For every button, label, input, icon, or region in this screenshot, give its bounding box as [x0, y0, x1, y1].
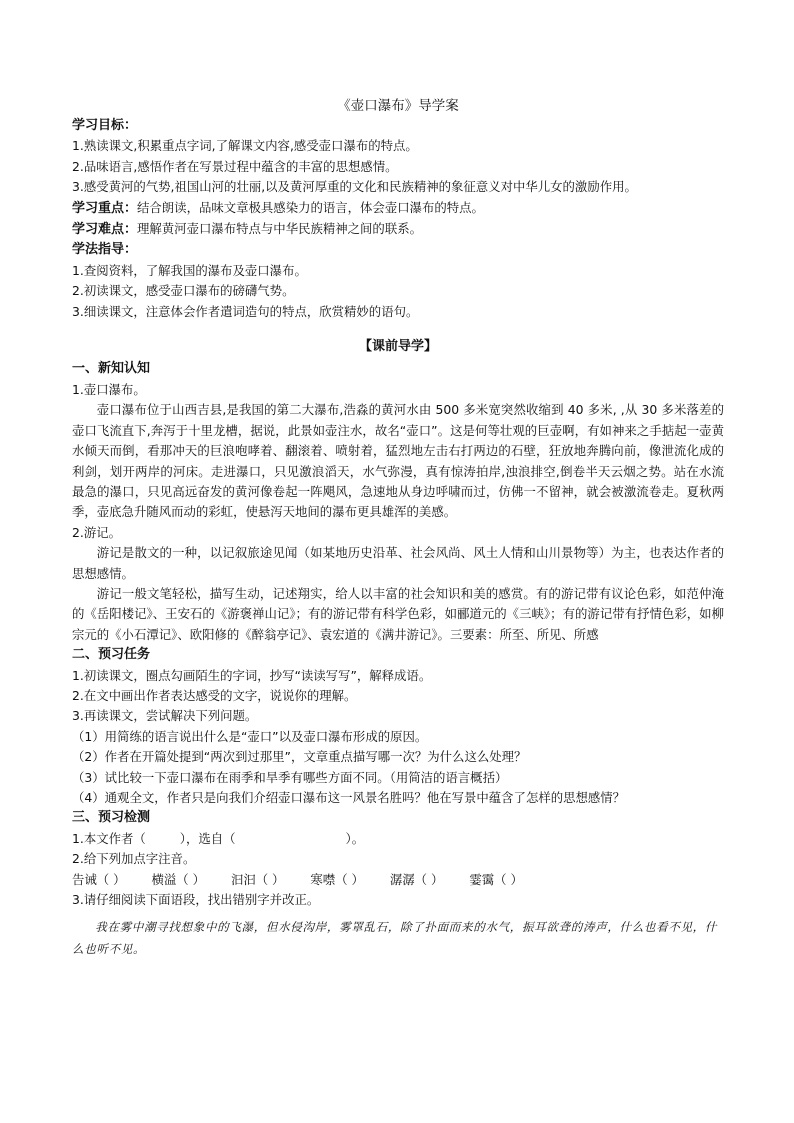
- pron-blank[interactable]: （ ）: [335, 871, 364, 887]
- task-item: （1）用简练的语言说出什么是“壶口”以及壶口瀑布形成的原因。: [72, 728, 428, 744]
- task-item: 3.再读课文，尝试解决下列问题。: [72, 708, 258, 724]
- question-pronunciation: 2.给下列加点字注音。: [72, 851, 196, 867]
- item1-title: 1.壶口瀑布。: [72, 381, 146, 397]
- task-item: （4）通观全文，作者只是向我们介绍壶口瀑布这一风景名胜吗？他在写景中蕴含了怎样的思想感情？: [72, 790, 626, 805]
- pron-blank[interactable]: （ ）: [176, 871, 205, 887]
- pronunciation-row: [72, 870, 724, 890]
- focus-label: 学习重点：: [72, 200, 138, 216]
- q1-part-b: ），选自（: [179, 830, 236, 846]
- check-heading: 三、预习检测: [72, 810, 151, 826]
- pron-blank[interactable]: （ ）: [255, 871, 285, 887]
- pron-item: [310, 872, 364, 887]
- pron-blank[interactable]: （ ）: [96, 871, 126, 887]
- pron-blank[interactable]: （ ）: [414, 871, 444, 887]
- hukou-waterfall-paragraph: 壶口瀑布位于山西吉县,是我国的第二大瀑布,浩淼的黄河水由 500 多米宽突然收缩到 40 多米, ,从 30 多米落差的壶口飞流直下,奔泻于十里龙槽，据说，此景如壶注水，故名“壶口”。这是何等壮观的巨壶啊，有如神来之手掂起一壶黄水倾天而倒，看那冲天的巨浪咆哮着、翻滚着、喷射着，猛烈地左击右打两边的石壁，狂放地奔腾向前，像泄流化成的利剑，划开两岸的河床。走进瀑口，只见激浪滔天，水气弥漫，真有惊涛拍岸,浊浪排空,倒卷半天云烟之势。站在水流最急的瀑口，只见高远奋发的黄河像卷起一阵飓风，急速地从身边呼啸而过，仿佛一不留神，就会被激流卷走。夏秋两季，壶底急升随风而动的彩虹，使悬泻天地间的瀑布更具雄浑的美感。: [72, 402, 724, 520]
- q1-part-a: 1.本文作者（: [72, 830, 146, 846]
- task-item: 1.初读课文，圈点勾画陌生的字词，抄写“读读写写”，解释成语。: [72, 667, 432, 683]
- tasks-heading: 二、预习任务: [72, 647, 151, 663]
- task-item: （2）作者在开篇处提到“两次到过那里”，文章重点描写哪一次？为什么这么处理？: [72, 749, 527, 765]
- focus-line: [72, 198, 724, 219]
- page-title: 《壶口瀑布》导学案: [337, 98, 459, 114]
- preview-section-title: 【课前导学】: [358, 339, 437, 355]
- method-item: 1.查阅资料，了解我国的瀑布及壶口瀑布。: [72, 262, 307, 278]
- travelogue-paragraph-2: 游记一般文笔轻松，描写生动，记述翔实，给人以丰富的社会知识和美的感赏。有的游记带有议论色彩，如范仲淹的《岳阳楼记》、王安石的《游褒禅山记》；有的游记带有科学色彩，如郦道元的《三峡》；有的游记带有抒情色彩，如柳宗元的《小石潭记》、欧阳修的《醉翁亭记》、袁宏道的《满井游记》。三要素：所至、所见、所感: [72, 585, 724, 642]
- question-typo: 3.请仔细阅读下面语段，找出错别字并改正。: [72, 892, 320, 908]
- difficulty-line: [72, 219, 724, 240]
- pron-word: 寒噤: [310, 871, 336, 887]
- focus-text: 结合朗读，品味文章极具感染力的语言，体会壶口瀑布的特点。: [137, 199, 484, 215]
- pron-word: 横溢: [151, 871, 177, 887]
- travelogue-paragraph-1: 游记是散文的一种，以记叙旅途见闻（如某地历史沿革、社会风尚、风土人情和山川景物等）为主，也表达作者的思想感情。: [72, 545, 724, 581]
- method-heading: 学法指导：: [72, 242, 138, 258]
- difficulty-label: 学习难点：: [72, 222, 138, 238]
- document-page: [72, 96, 724, 960]
- pron-item: [231, 872, 285, 887]
- pron-word: 告诫: [72, 871, 97, 887]
- task-item: （3）试比较一下壶口瀑布在雨季和旱季有哪些方面不同。（用简洁的语言概括）: [72, 769, 508, 785]
- pron-item: [72, 872, 126, 887]
- item2-title: 2.游记。: [72, 524, 121, 540]
- pron-blank[interactable]: （ ）: [494, 871, 523, 887]
- objectives-heading: 学习目标：: [72, 118, 138, 133]
- pron-item: [151, 872, 205, 887]
- pron-word: 汩汩: [230, 871, 256, 887]
- pron-word: 潺潺: [389, 871, 415, 887]
- method-item: 3.细读课文，注意体会作者遣词造句的特点，欣赏精妙的语句。: [72, 303, 419, 319]
- objective-item: 2.品味语言,感悟作者在写景过程中蕴含的丰富的思想感情。: [72, 158, 398, 174]
- pron-item: [469, 872, 523, 887]
- method-item: 2.初读课文，感受壶口瀑布的磅礴气势。: [72, 283, 295, 299]
- pron-word: 霎霭: [469, 871, 495, 887]
- task-item: 2.在文中画出作者表达感受的文字，说说你的理解。: [72, 687, 357, 703]
- objective-item: 1.熟读课文,积累重点字词,了解课文内容,感受壶口瀑布的特点。: [72, 138, 418, 154]
- typo-passage: 我在雾中潮寻找想象中的飞瀑，但水侵沟岸，雾罩乱石，除了扑面而来的水气，振耳欲聋的涛声，什么也看不见，什么也听不见。: [72, 920, 718, 957]
- difficulty-text: 理解黄河壶口瀑布特点与中华民族精神之间的联系。: [137, 221, 422, 237]
- new-knowledge-heading: 一、新知认知: [72, 361, 151, 377]
- objective-item: 3.感受黄河的气势,祖国山河的壮丽,以及黄河厚重的文化和民族精神的象征意义对中华儿女的激励作用。: [72, 179, 637, 195]
- question-author-source: [72, 829, 724, 849]
- pron-item: [390, 872, 444, 887]
- q1-part-c: ）。: [345, 830, 365, 846]
